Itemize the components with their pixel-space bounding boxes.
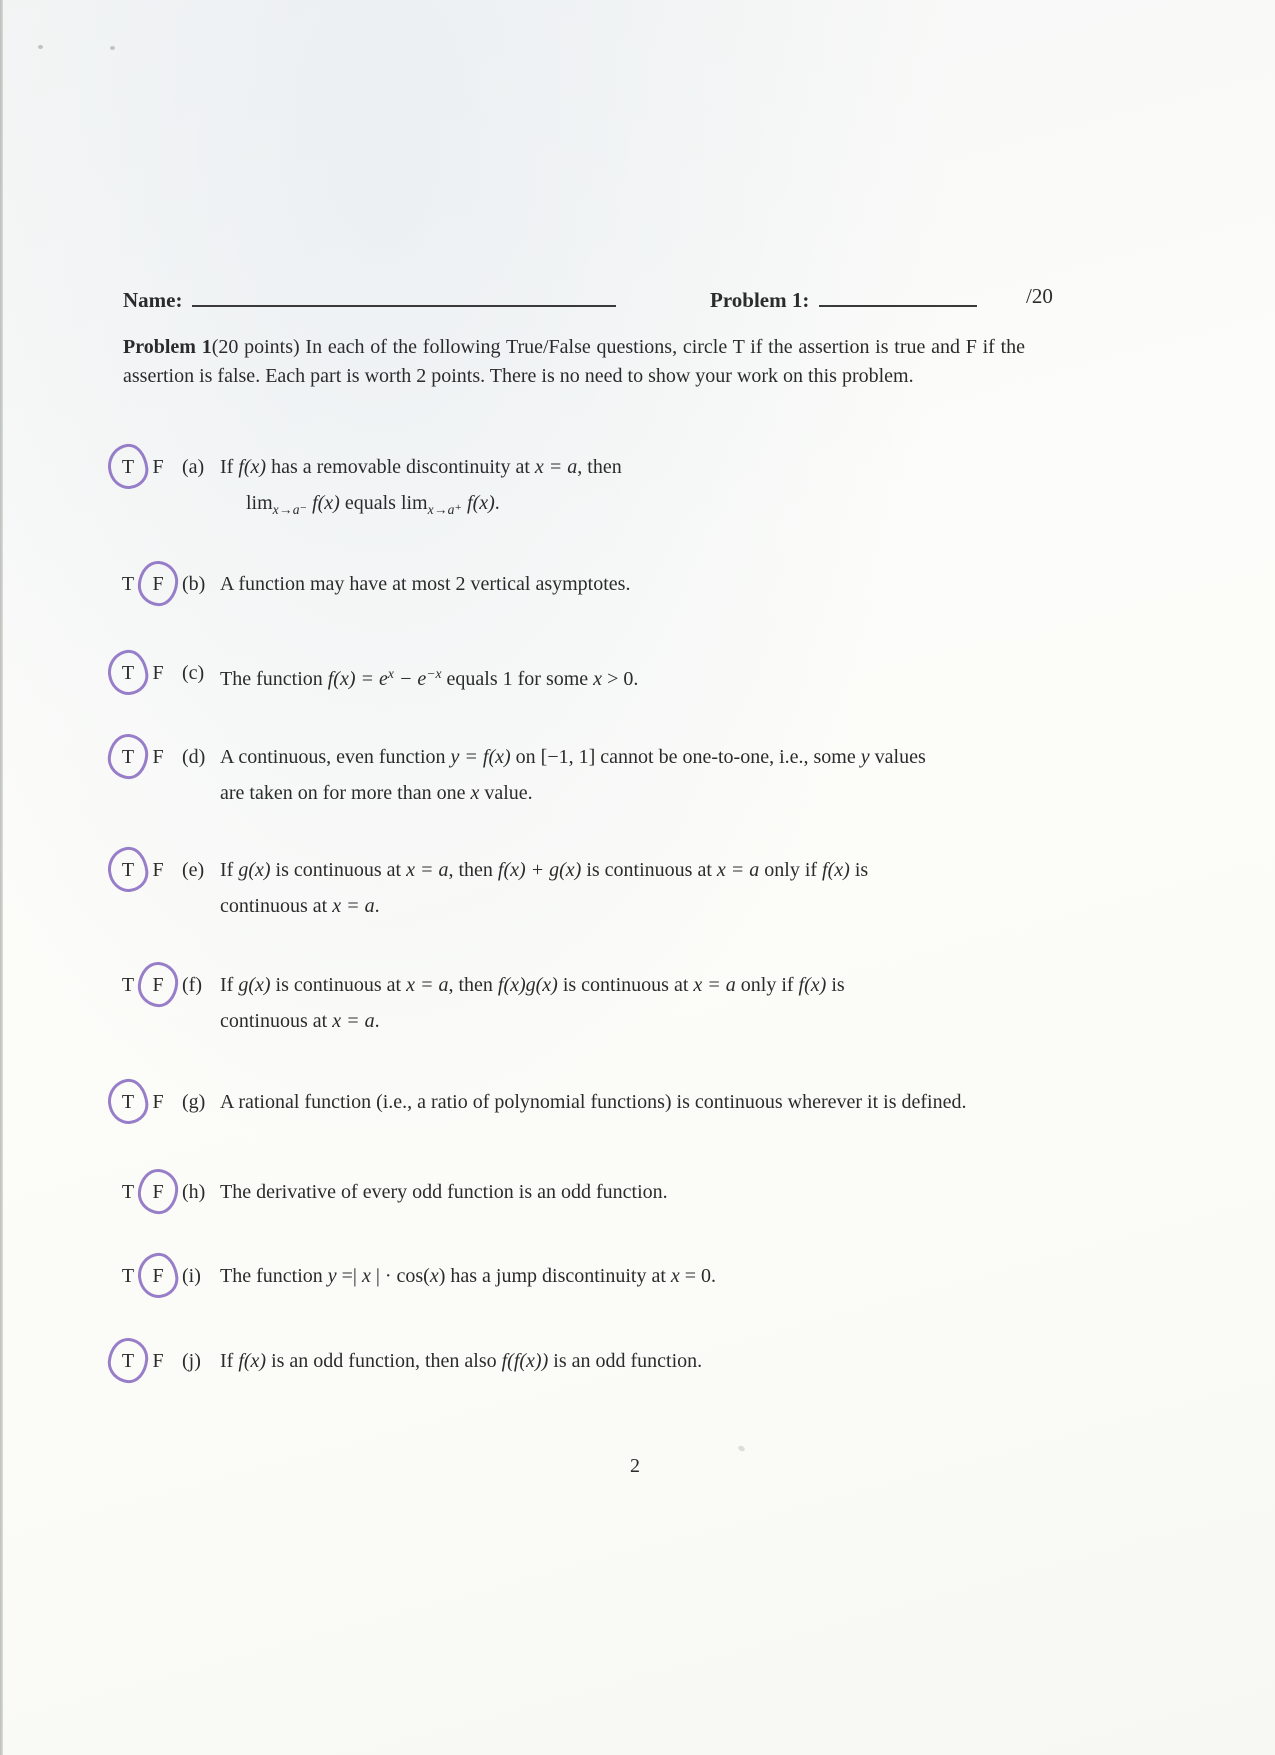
- question-text: [220, 1263, 1224, 1290]
- question-text: [220, 744, 1224, 807]
- question-line: are taken on for more than one x value.: [220, 782, 533, 804]
- scan-speck: [737, 1445, 746, 1453]
- question-text: [220, 571, 1224, 598]
- question-c: [114, 660, 1224, 693]
- question-line: The function $f(x) = e^x - e^{-x}$ equals 1 for some x > 0.: [220, 666, 639, 690]
- question-i: [114, 1263, 1224, 1290]
- option-true: T: [121, 1265, 135, 1287]
- score-blank-line: [819, 284, 977, 307]
- question-label: (g): [182, 1091, 206, 1113]
- question-b: [114, 571, 1224, 598]
- name-field: [123, 284, 616, 313]
- question-line: continuous at x = a.: [220, 895, 380, 917]
- option-true: T: [121, 974, 135, 996]
- question-text: [220, 972, 1224, 1035]
- question-line: $\lim_{x\to a^-} f(x)$ equals $\lim_{x\to a^+} f(x)$.: [246, 492, 500, 517]
- question-label: (h): [182, 1181, 206, 1203]
- option-false: F: [152, 859, 164, 881]
- option-true: T: [114, 857, 142, 884]
- option-true: T: [114, 1089, 142, 1116]
- question-label: (f): [182, 974, 202, 996]
- problem-score-field: [710, 284, 977, 313]
- scan-speck: [38, 45, 43, 49]
- option-true: T: [114, 1348, 142, 1375]
- option-false: F: [152, 1350, 164, 1372]
- name-blank-line: [192, 284, 616, 307]
- score-denominator: /20: [1026, 284, 1053, 308]
- question-g: [114, 1089, 1224, 1116]
- option-true: T: [121, 573, 135, 595]
- option-false: F: [144, 571, 172, 598]
- question-label: (i): [182, 1265, 201, 1287]
- page-number: 2: [630, 1455, 640, 1477]
- option-true: T: [121, 1181, 135, 1203]
- option-false: F: [144, 1263, 172, 1290]
- question-label: (b): [182, 573, 206, 595]
- question-line: A continuous, even function y = f(x) on [−1, 1] cannot be one-to-one, i.e., some y values: [220, 746, 926, 768]
- option-true: T: [114, 660, 142, 687]
- question-text: [220, 660, 1224, 693]
- option-false: F: [152, 746, 164, 768]
- question-line: If g(x) is continuous at x = a, then f(x)g(x) is continuous at x = a only if f(x) is: [220, 974, 845, 996]
- problem-label: Problem 1:: [710, 288, 810, 312]
- question-line: The function y =| x | · cos(x) has a jump discontinuity at x = 0.: [220, 1265, 717, 1287]
- question-label: (e): [182, 859, 205, 881]
- option-false: F: [152, 1091, 164, 1113]
- option-true: T: [114, 454, 142, 481]
- question-label: (j): [182, 1350, 201, 1372]
- question-line: The derivative of every odd function is an odd function.: [220, 1181, 668, 1203]
- question-j: [114, 1348, 1224, 1375]
- option-false: F: [144, 1179, 172, 1206]
- scan-speck: [110, 46, 115, 50]
- question-h: [114, 1179, 1224, 1206]
- name-label: Name:: [123, 288, 183, 312]
- question-line: continuous at x = a.: [220, 1010, 380, 1032]
- question-text: [220, 1348, 1224, 1375]
- question-text: [220, 857, 1224, 920]
- question-line: If f(x) has a removable discontinuity at x = a, then: [220, 456, 622, 478]
- question-label: (c): [182, 662, 205, 684]
- option-false: F: [144, 972, 172, 999]
- question-line: A rational function (i.e., a ratio of polynomial functions) is continuous wherever it is defined.: [220, 1091, 967, 1113]
- question-d: [114, 744, 1224, 807]
- question-line: If g(x) is continuous at x = a, then f(x) + g(x) is continuous at x = a only if f(x) is: [220, 859, 869, 881]
- question-text: [220, 1089, 1224, 1116]
- question-e: [114, 857, 1224, 920]
- question-line: A function may have at most 2 vertical asymptotes.: [220, 573, 631, 595]
- option-true: T: [114, 744, 142, 771]
- question-text: [220, 454, 1224, 523]
- option-false: F: [152, 456, 164, 478]
- question-f: [114, 972, 1224, 1035]
- problem-statement: Problem 1(20 points) In each of the following True/False questions, circle T if the assertion is true and F if the assertion is false. Each part is worth 2 points. There is no need to show your work on this problem.: [123, 336, 1025, 387]
- option-false: F: [152, 662, 164, 684]
- question-line: If f(x) is an odd function, then also f(f(x)) is an odd function.: [220, 1350, 703, 1372]
- scan-edge-artifact: [0, 0, 3, 1755]
- question-text: [220, 1179, 1224, 1206]
- question-label: (a): [182, 456, 205, 478]
- question-label: (d): [182, 746, 206, 768]
- exam-header: [0, 284, 1275, 314]
- question-a: [114, 454, 1224, 523]
